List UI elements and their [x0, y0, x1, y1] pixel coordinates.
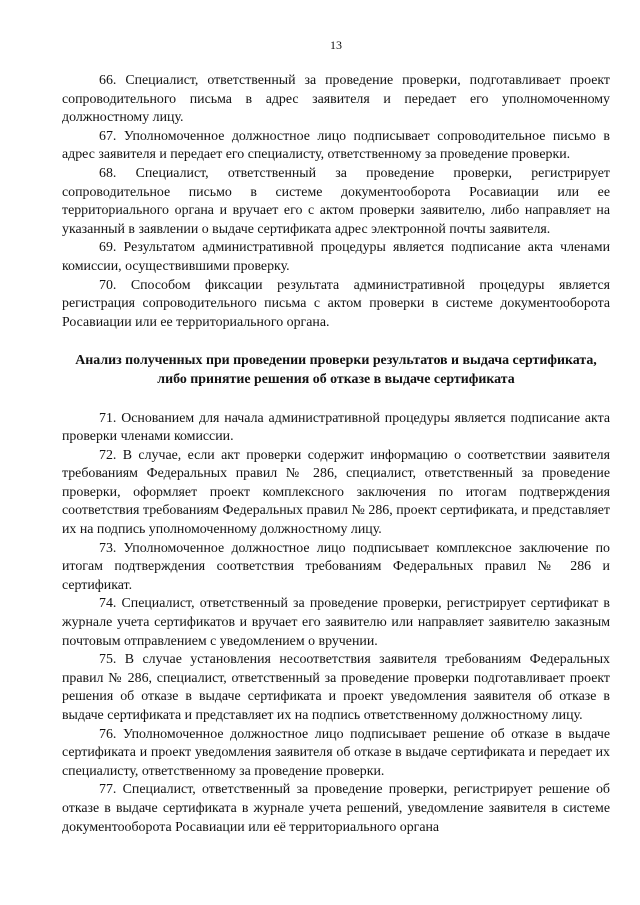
section-heading: Анализ полученных при проведении проверки результатов и выдача сертификата, либо принятие решения об отказе в выдаче сертификата [75, 353, 597, 387]
paragraph-70: 70. Способом фиксации результата административной процедуры является регистрация сопроводительного письма с актом проверки в системе документооборота Росавиации или ее территориального органа. [62, 277, 610, 330]
paragraph-69: 69. Результатом административной процедуры является подписание акта членами комиссии, осуществившими проверку. [62, 240, 610, 274]
paragraph-73: 73. Уполномоченное должностное лицо подписывает комплексное заключение по итогам подтверждения соответствия требованиям Федеральных правил № 286 и сертификат. [62, 540, 610, 593]
paragraph-74: 74. Специалист, ответственный за проведение проверки, регистрирует сертификат в журнале учета сертификатов и вручает его заявителю или направляет заявителю заказным почтовым отправлением с уведомлением о вручении. [62, 596, 610, 649]
paragraph-68: 68. Специалист, ответственный за проведение проверки, регистрирует сопроводительное письмо в системе документооборота Росавиации или ее территориального органа и вручает его с актом проверки заявителю, либо направляет на указанный в заявлении о выдаче сертификата адрес электронной почты заявителя. [62, 165, 610, 237]
paragraph-75: 75. В случае установления несоответствия заявителя требованиям Федеральных правил № 286, специалист, ответственный за проведение проверки подготавливает проект решения об отказе в выдаче сертификата и проект уведомления заявителя об отказе в выдаче сертификата и представляет их на подпись ответственному должностному лицу. [62, 652, 610, 723]
paragraph-76: 76. Уполномоченное должностное лицо подписывает решение об отказе в выдаче сертификата и проект уведомления заявителя об отказе в выдаче сертификата и передает их специалисту, ответственному за проведение проверки. [62, 726, 610, 779]
paragraph-72: 72. В случае, если акт проверки содержит информацию о соответствии заявителя требованиям Федеральных правил № 286, специалист, ответственный за проведение проверки, оформляет проект комплексного заключения по итогам подтверждения соответствия требованиям Федеральных правил № 286, проект сертификата, и представляет их на подпись уполномоченному должностному лицу. [62, 447, 610, 538]
paragraph-67: 67. Уполномоченное должностное лицо подписывает сопроводительное письмо в адрес заявителя и передает его специалисту, ответственному за проведение проверки. [62, 128, 610, 163]
paragraph-66: 66. Специалист, ответственный за проведение проверки, подготавливает проект сопроводительного письма в адрес заявителя и передает его уполномоченному должностному лицу. [62, 73, 610, 126]
paragraph-71: 71. Основанием для начала административной процедуры является подписание акта проверки членами комиссии. [62, 410, 610, 445]
paragraph-77: 77. Специалист, ответственный за проведение проверки, регистрирует решение об отказе в выдаче сертификата в журнале учета решений, уведомление заявителя в системе документооборота Росавиации или её территориального органа [62, 782, 610, 835]
page-number: 13 [330, 38, 342, 52]
